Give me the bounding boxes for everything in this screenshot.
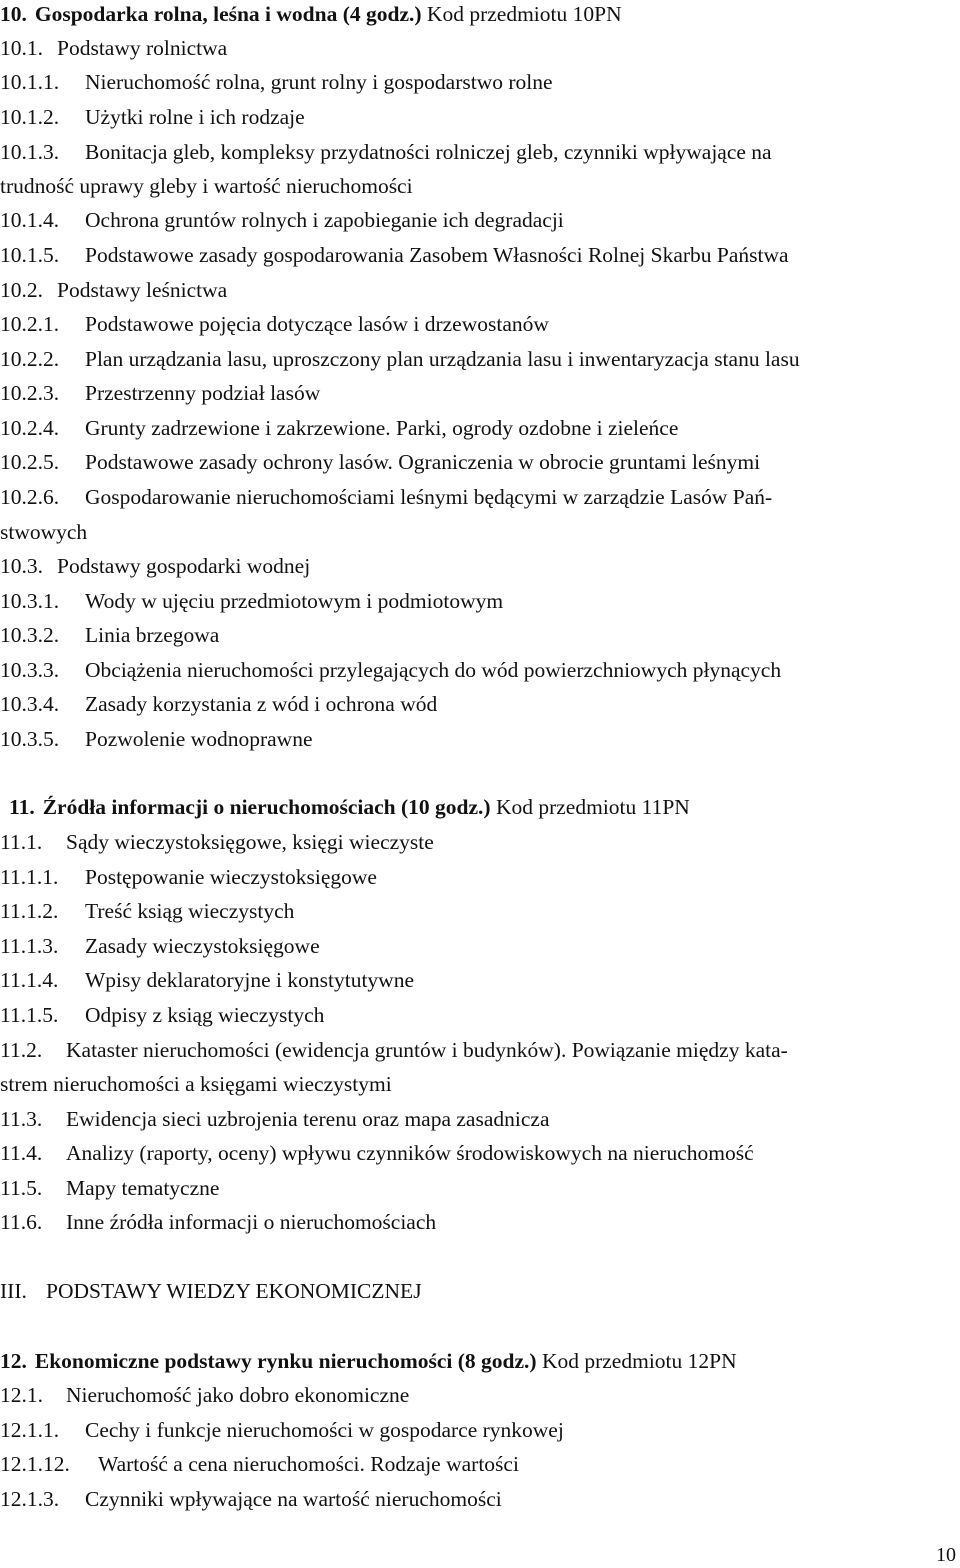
outline-line [0, 277, 227, 303]
outline-line [0, 449, 760, 475]
section-title: Podstawowe pojęcia dotyczące lasów i drzewostanów [85, 312, 549, 336]
section-title: Nieruchomość jako dobro ekonomiczne [66, 1383, 410, 1407]
outline-line [0, 415, 678, 441]
outline-line [0, 519, 87, 545]
outline-line [0, 726, 312, 752]
section-number: 10. [0, 2, 27, 26]
section-number: 10.2.6. [0, 485, 60, 509]
outline-line [0, 1106, 550, 1132]
section-number: 10.1.5. [0, 243, 60, 267]
outline-line [0, 967, 414, 993]
outline-line [0, 104, 305, 130]
outline-line [0, 898, 294, 924]
section-number: 12.1.1. [0, 1418, 60, 1442]
section-number: 10.3.4. [0, 692, 60, 716]
section-number: 11. [9, 795, 35, 819]
section-number: 10.2.2. [0, 347, 60, 371]
section-title: Przestrzenny podział lasów [85, 381, 321, 405]
section-number: 10.2.5. [0, 450, 60, 474]
section-number: 10.1. [0, 36, 43, 60]
outline-line [0, 553, 310, 579]
course-code: Kod przedmiotu 10PN [426, 2, 622, 26]
section-number: 11.1.1. [0, 865, 59, 889]
section-title: Odpisy z ksiąg wieczystych [85, 1003, 325, 1027]
outline-line [0, 622, 219, 648]
outline-line [0, 1, 622, 27]
section-title: Wartość a cena nieruchomości. Rodzaje wartości [98, 1452, 519, 1476]
section-title: Bonitacja gleb, kompleksy przydatności rolniczej gleb, czynniki wpływające na [85, 140, 772, 164]
section-title: Obciążenia nieruchomości przylegających do wód powierzchniowych płynących [85, 658, 782, 682]
section-title: Podstawy gospodarki wodnej [57, 554, 311, 578]
section-number: 12.1.12. [0, 1452, 70, 1476]
section-title: Linia brzegowa [85, 623, 220, 647]
section-title: Ochrona gruntów rolnych i zapobieganie ich degradacji [85, 208, 564, 232]
section-title: Postępowanie wieczystoksięgowe [85, 865, 377, 889]
section-heading: Gospodarka rolna, leśna i wodna (4 godz.) [34, 2, 422, 26]
section-number: 11.1.2. [0, 899, 59, 923]
section-title: Grunty zadrzewione i zakrzewione. Parki, ogrody ozdobne i zieleńce [85, 416, 679, 440]
section-number: 10.3.1. [0, 589, 60, 613]
outline-line [0, 139, 772, 165]
outline-line [0, 1451, 519, 1477]
section-title: Wpisy deklaratoryjne i konstytutywne [85, 968, 414, 992]
section-title: Użytki rolne i ich rodzaje [85, 105, 305, 129]
course-code: Kod przedmiotu 11PN [495, 795, 690, 819]
outline-line [0, 657, 781, 683]
outline-line [0, 346, 800, 372]
outline-line [0, 207, 564, 233]
outline-line [0, 829, 434, 855]
section-title: Zasady korzystania z wód i ochrona wód [85, 692, 438, 716]
outline-line [0, 311, 549, 337]
outline-line [0, 35, 227, 61]
outline-line [0, 1348, 737, 1374]
outline-line [0, 1140, 754, 1166]
outline-line [0, 242, 789, 268]
outline-line [0, 691, 437, 717]
section-title: Nieruchomość rolna, grunt rolny i gospodarstwo rolne [85, 70, 553, 94]
section-title: Podstawy leśnictwa [57, 278, 228, 302]
outline-line [0, 1037, 788, 1063]
section-number: 10.1.3. [0, 140, 60, 164]
section-heading: Źródła informacji o nieruchomościach (10 godz.) [42, 795, 491, 819]
section-title: Cechy i funkcje nieruchomości w gospodarce rynkowej [85, 1418, 564, 1442]
section-title: Inne źródła informacji o nieruchomościach [66, 1210, 437, 1234]
section-title: PODSTAWY WIEDZY EKONOMICZNEJ [46, 1279, 422, 1303]
outline-line [0, 1417, 564, 1443]
section-title: Podstawy rolnictwa [57, 36, 228, 60]
outline-line [0, 484, 772, 510]
section-title: Podstawowe zasady gospodarowania Zasobem Własności Rolnej Skarbu Państwa [85, 243, 789, 267]
outline-line [0, 1175, 219, 1201]
section-number: 11.4. [0, 1141, 43, 1165]
section-title: Czynniki wpływające na wartość nieruchomości [85, 1487, 502, 1511]
outline-line [0, 588, 503, 614]
section-number: 11.1.4. [0, 968, 59, 992]
section-title: Pozwolenie wodnoprawne [85, 727, 313, 751]
outline-line [0, 1002, 324, 1028]
section-number: 10.3.3. [0, 658, 60, 682]
outline-line [0, 1071, 392, 1097]
section-title: Sądy wieczystoksięgowe, księgi wieczyste [66, 830, 434, 854]
section-title: trudność uprawy gleby i wartość nieruchomości [0, 174, 413, 198]
outline-line [9, 794, 690, 820]
outline-line [0, 1209, 436, 1235]
outline-line [0, 173, 413, 199]
outline-line [0, 380, 320, 406]
section-title: Ewidencja sieci uzbrojenia terenu oraz mapa zasadnicza [66, 1107, 550, 1131]
section-number: 12. [0, 1349, 27, 1373]
section-number: 11.3. [0, 1107, 43, 1131]
section-number: III. [0, 1279, 27, 1303]
section-number: 10.1.1. [0, 70, 60, 94]
section-number: 10.1.2. [0, 105, 60, 129]
outline-line [0, 1382, 409, 1408]
section-number: 11.6. [0, 1210, 43, 1234]
section-title: Mapy tematyczne [66, 1176, 220, 1200]
outline-line [0, 1486, 502, 1512]
section-number: 10.1.4. [0, 208, 60, 232]
section-title: Wody w ujęciu przedmiotowym i podmiotowym [85, 589, 504, 613]
section-number: 10.3. [0, 554, 43, 578]
section-title: Treść ksiąg wieczystych [85, 899, 295, 923]
section-title: Zasady wieczystoksięgowe [85, 934, 320, 958]
section-number: 11.1.5. [0, 1003, 59, 1027]
outline-line [0, 69, 553, 95]
section-number: 10.2.4. [0, 416, 60, 440]
section-number: 11.1.3. [0, 934, 59, 958]
section-number: 11.2. [0, 1038, 43, 1062]
section-number: 10.2. [0, 278, 43, 302]
section-title: strem nieruchomości a księgami wieczystymi [0, 1072, 392, 1096]
section-title: Plan urządzania lasu, uproszczony plan urządzania lasu i inwentaryzacja stanu lasu [85, 347, 800, 371]
course-code: Kod przedmiotu 12PN [541, 1349, 737, 1373]
section-title: Gospodarowanie nieruchomościami leśnymi będącymi w zarządzie Lasów Pań- [85, 485, 773, 509]
section-number: 11.5. [0, 1176, 43, 1200]
section-title: Analizy (raporty, oceny) wpływu czynników środowiskowych na nieruchomość [66, 1141, 754, 1165]
section-title: Kataster nieruchomości (ewidencja gruntów i budynków). Powiązanie między kata- [66, 1038, 788, 1062]
outline-line [0, 1278, 422, 1304]
section-number: 12.1. [0, 1383, 43, 1407]
outline-line [0, 933, 320, 959]
section-title: stwowych [0, 520, 88, 544]
section-number: 12.1.3. [0, 1487, 60, 1511]
outline-line [0, 864, 377, 890]
section-heading: Ekonomiczne podstawy rynku nieruchomości (8 godz.) [34, 1349, 537, 1373]
page-number: 10 [936, 1544, 956, 1566]
section-number: 10.3.5. [0, 727, 60, 751]
section-number: 10.3.2. [0, 623, 60, 647]
section-number: 10.2.1. [0, 312, 60, 336]
section-number: 11.1. [0, 830, 43, 854]
section-title: Podstawowe zasady ochrony lasów. Ograniczenia w obrocie gruntami leśnymi [85, 450, 761, 474]
section-number: 10.2.3. [0, 381, 60, 405]
